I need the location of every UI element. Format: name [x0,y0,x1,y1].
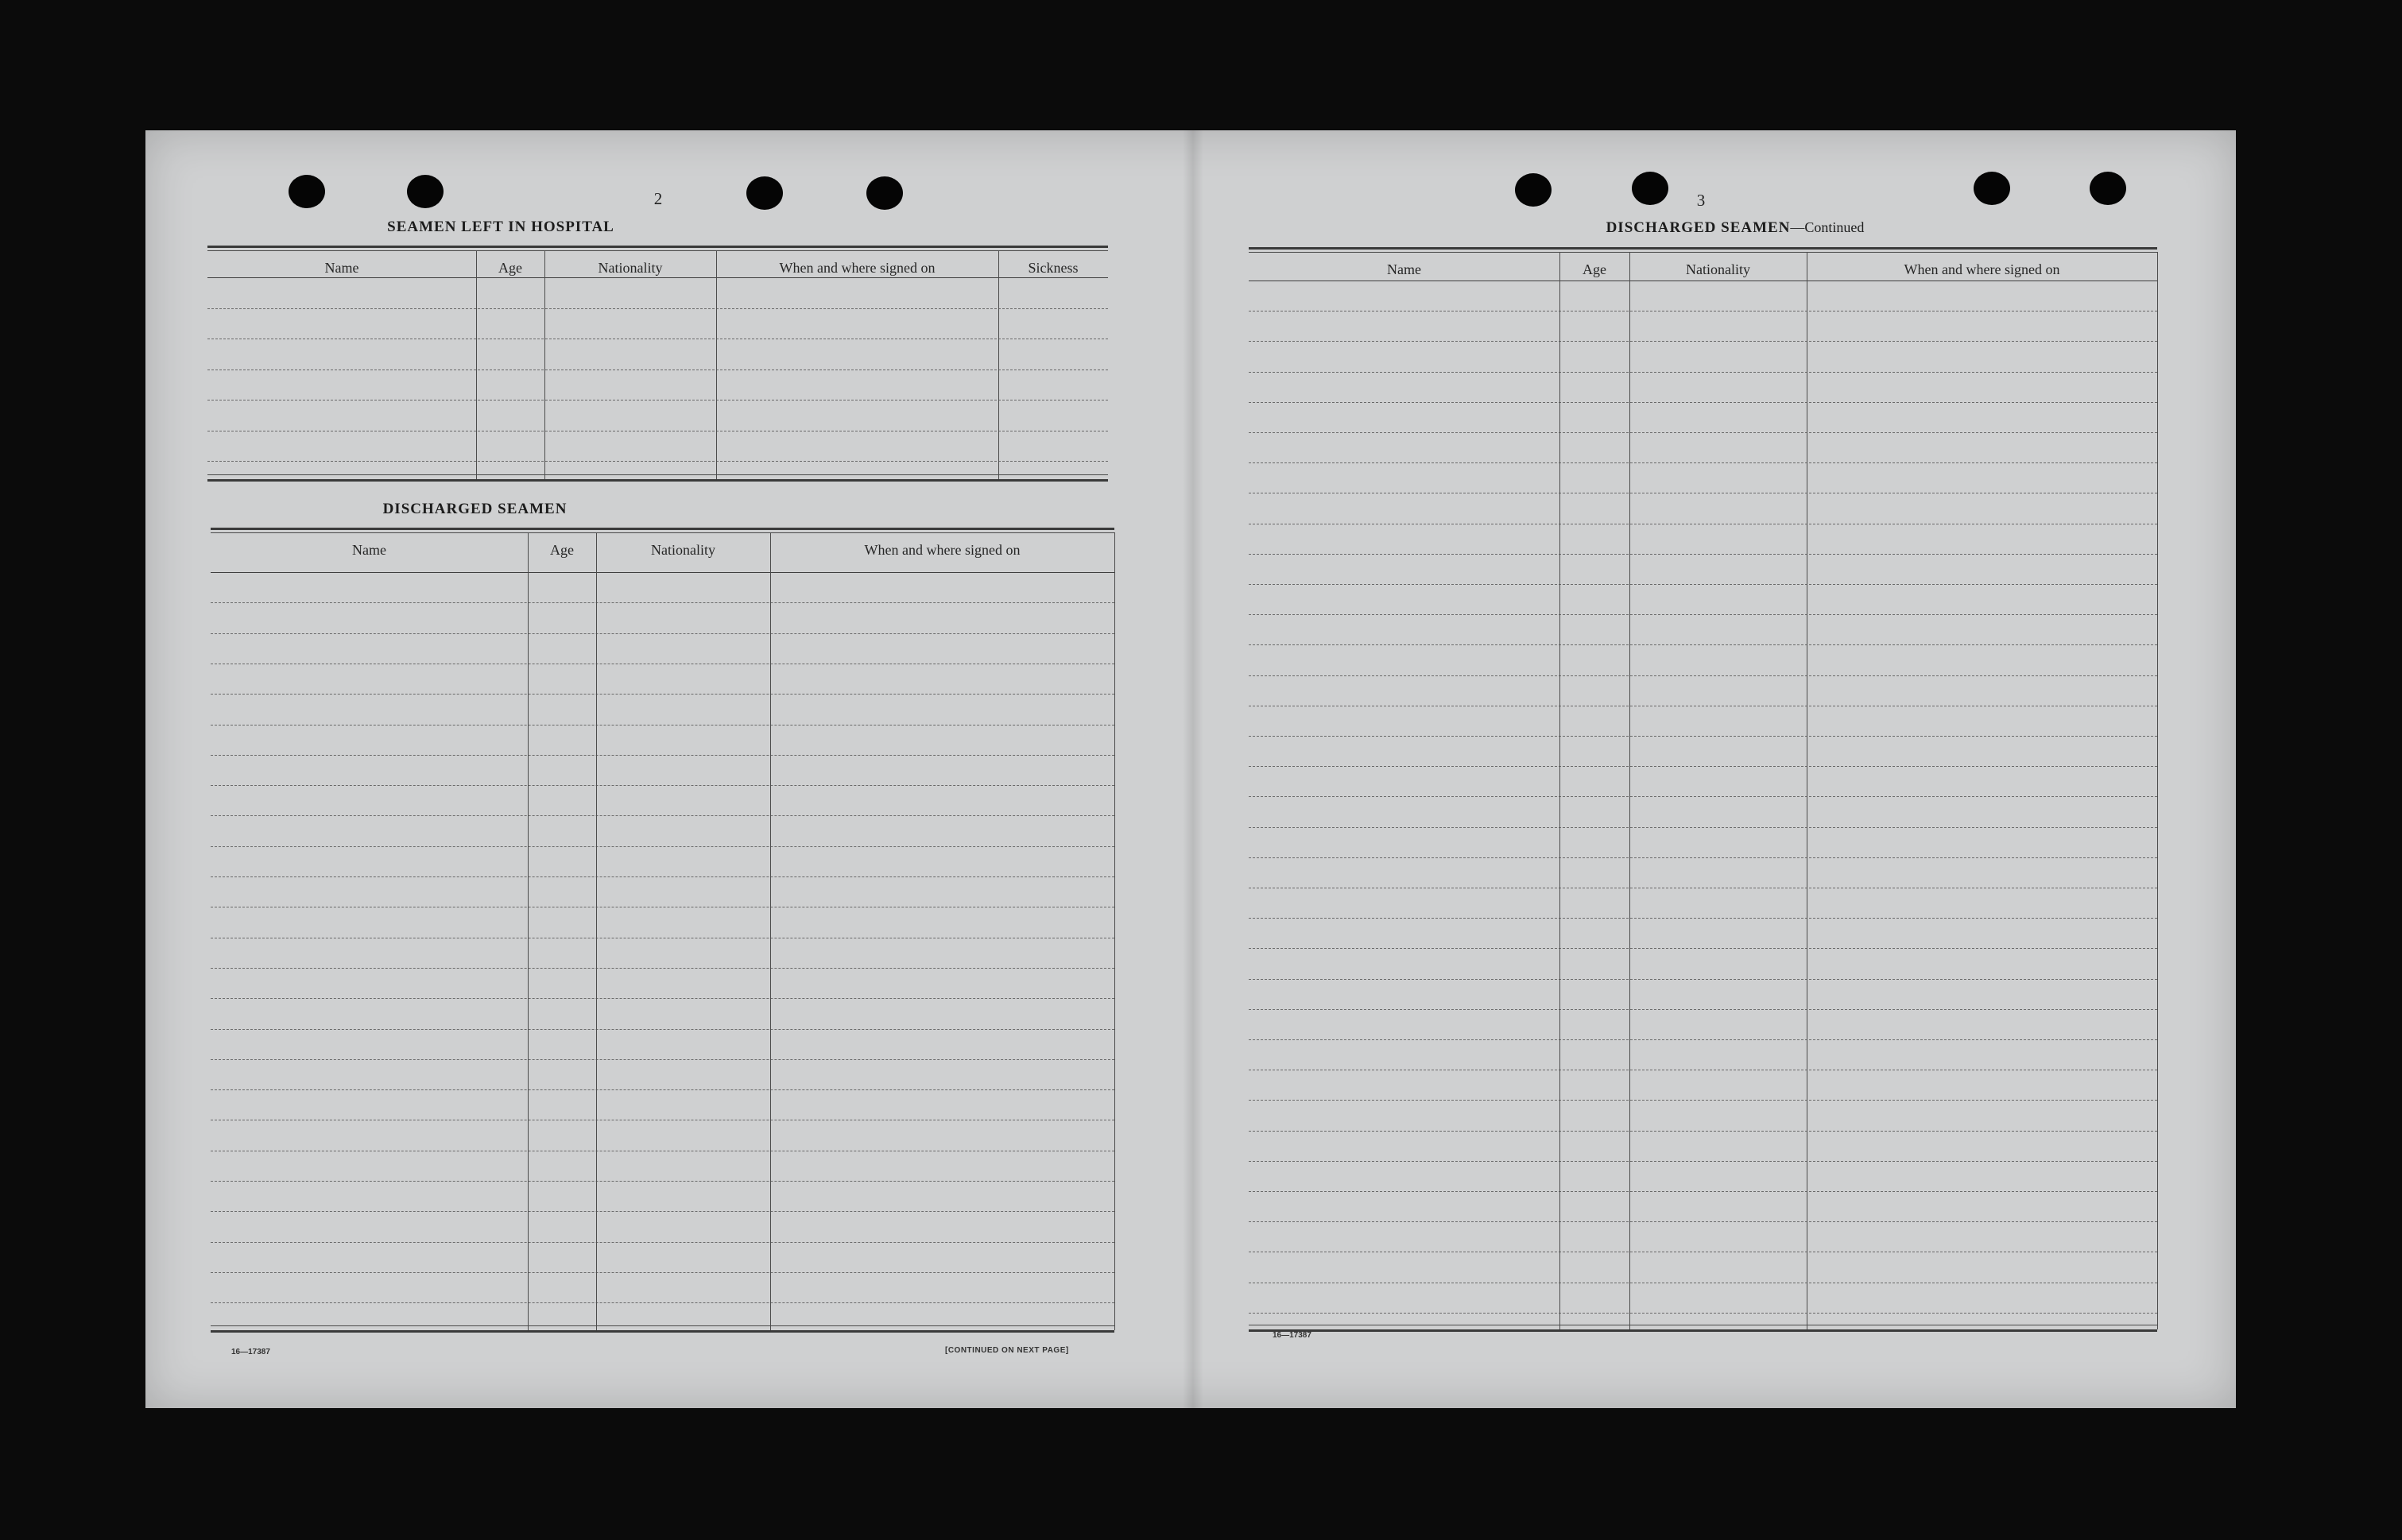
table-row-line [211,1211,1114,1212]
table-row-line [1249,948,2157,949]
column-header: When and where signed on [1904,261,2060,277]
table-row-line [1249,432,2157,433]
table-row-line [1249,614,2157,615]
table-row-line [211,1089,1114,1090]
form-number-left: 16—17387 [231,1348,270,1356]
table-row-line [1249,1313,2157,1314]
table-top-rule-inner [1249,252,2157,253]
continued-note: [CONTINUED ON NEXT PAGE] [945,1346,1069,1355]
table-row-line [211,725,1114,726]
column-header: When and where signed on [779,260,936,276]
table-row-line [1249,857,2157,858]
table-row-line [211,633,1114,634]
page-number-left: 2 [653,189,663,208]
table-column-divider [998,250,999,479]
table-row-line [207,308,1108,309]
punch-hole [2090,172,2126,205]
document-sheet [145,130,2236,1408]
table-row-line [1249,644,2157,645]
table-row-line [1249,341,2157,342]
column-header: Name [324,260,359,276]
table-row-line [1249,372,2157,373]
table-column-divider [1629,252,1630,1329]
table-row-line [211,1029,1114,1030]
table-bottom-rule [211,1330,1114,1333]
table-column-divider [528,532,529,1330]
table-top-rule [211,528,1114,530]
table-row-line [1249,462,2157,463]
table-row-line [1249,979,2157,980]
discharged-continued-suffix: —Continued [1790,219,1865,235]
table-column-divider [476,250,477,479]
table-bottom-rule-inner [211,1325,1114,1326]
table-row-line [1249,402,2157,403]
punch-hole [407,175,444,208]
column-header: Age [550,542,574,558]
table-bottom-rule [207,479,1108,482]
table-header-rule [211,572,1114,573]
table-row-line [1249,827,2157,828]
table-row-line [211,815,1114,816]
table-row-line [1249,675,2157,676]
table-top-rule [207,246,1108,248]
column-header: When and where signed on [864,542,1021,558]
table-bottom-rule [1249,1329,2157,1332]
table-row-line [211,755,1114,756]
table-row-line [1249,1039,2157,1040]
table-row-line [1249,918,2157,919]
punch-hole [1515,173,1552,207]
table-column-divider [2157,252,2158,1329]
punch-hole [1974,172,2010,205]
table-row-line [211,785,1114,786]
table-row-line [1249,1100,2157,1101]
table-column-divider [1559,252,1560,1329]
table-row-line [211,694,1114,695]
discharged-continued-title-main: DISCHARGED SEAMEN [1606,219,1791,236]
table-column-divider [544,250,545,479]
column-header: Nationality [598,260,663,276]
page-fold [1183,130,1203,1408]
table-row-line [211,1242,1114,1243]
table-row-line [211,1059,1114,1060]
table-column-divider [770,532,771,1330]
punch-hole [746,176,783,210]
table-row-line [211,602,1114,603]
table-top-rule-inner [211,532,1114,533]
table-row-line [1249,1191,2157,1192]
table-row-line [1249,1131,2157,1132]
punch-hole [866,176,903,210]
table-top-rule-inner [207,250,1108,251]
discharged-section-title: DISCHARGED SEAMEN [382,501,568,517]
table-row-line [211,998,1114,999]
table-row-line [211,968,1114,969]
column-header: Name [1387,261,1421,277]
table-row-line [211,876,1114,877]
table-bottom-rule-inner [207,474,1108,475]
column-header: Age [1583,261,1606,277]
column-header: Nationality [1686,261,1750,277]
page-number-right: 3 [1696,191,1706,210]
form-number-right: 16—17387 [1273,1331,1311,1340]
table-row-line [1249,736,2157,737]
discharged-ledger-table [211,528,1114,1322]
table-column-divider [716,250,717,479]
table-row-line [1249,1161,2157,1162]
table-row-line [211,1181,1114,1182]
table-row-line [1249,1009,2157,1010]
table-row-line [211,1272,1114,1273]
punch-hole [289,175,325,208]
table-header-rule [207,277,1108,278]
table-row-line [211,846,1114,847]
table-row-line [1249,766,2157,767]
discharged-continued-title [1258,219,2212,237]
table-row-line [1249,554,2157,555]
column-header: Name [352,542,386,558]
column-header: Nationality [651,542,715,558]
column-header: Sickness [1028,260,1079,276]
discharged-continued-ledger-table [1249,247,2157,1312]
table-row-line [211,1302,1114,1303]
table-top-rule [1249,247,2157,250]
table-row-line [1249,1221,2157,1222]
table-row-line [1249,796,2157,797]
table-row-line [207,461,1108,462]
table-column-divider [1114,532,1115,1330]
table-column-divider [596,532,597,1330]
table-row-line [1249,584,2157,585]
punch-hole [1632,172,1668,205]
column-header: Age [498,260,522,276]
hospital-section-title: SEAMEN LEFT IN HOSPITAL [387,219,614,235]
